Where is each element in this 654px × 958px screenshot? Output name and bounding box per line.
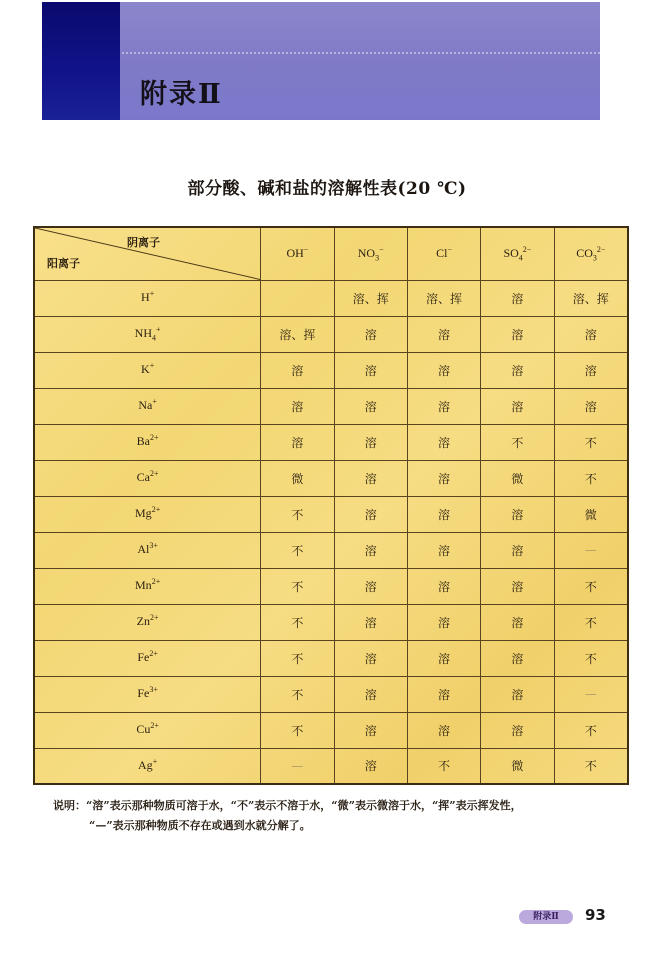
solubility-cell: 溶: [554, 352, 628, 388]
solubility-cell: 溶: [481, 352, 554, 388]
corner-header-cell: [34, 227, 261, 280]
solubility-cell: 溶: [407, 532, 480, 568]
solubility-cell: 不: [407, 748, 480, 784]
solubility-cell: 溶、挥: [554, 280, 628, 316]
page-number: 93: [585, 906, 606, 924]
solubility-cell: 不: [261, 640, 334, 676]
anion-axis-label: 阴离子: [127, 236, 160, 249]
anion-header: Cl−: [407, 227, 480, 280]
solubility-cell: 溶: [481, 712, 554, 748]
anion-header: $CO_3^{2-}$: [554, 227, 628, 280]
solubility-cell: 微: [554, 496, 628, 532]
solubility-cell: 溶、挥: [407, 280, 480, 316]
anion-header: OH−: [261, 227, 334, 280]
solubility-cell: 溶: [334, 712, 407, 748]
solubility-cell: 溶: [334, 748, 407, 784]
solubility-cell: —: [261, 748, 334, 784]
solubility-cell: 溶: [334, 424, 407, 460]
table-row: [34, 424, 628, 460]
solubility-cell: 溶: [481, 280, 554, 316]
solubility-cell: 溶: [554, 388, 628, 424]
solubility-cell: 微: [481, 460, 554, 496]
cation-cell: $Ba^{2+}$: [34, 424, 261, 460]
solubility-cell: 溶: [407, 316, 480, 352]
cation-cell: $Al^{3+}$: [34, 532, 261, 568]
table-header-row: [34, 227, 628, 280]
cation-cell: $Mg^{2+}$: [34, 496, 261, 532]
table-row: [34, 532, 628, 568]
solubility-cell: 溶: [407, 424, 480, 460]
table-body: [34, 280, 628, 784]
table-row: [34, 388, 628, 424]
cation-cell: H+: [34, 280, 261, 316]
anion-header: $SO_4^{2-}$: [481, 227, 554, 280]
solubility-cell: 溶、挥: [261, 316, 334, 352]
solubility-cell: 溶: [407, 388, 480, 424]
solubility-cell: 溶: [334, 676, 407, 712]
solubility-cell: 不: [554, 640, 628, 676]
solubility-cell: 不: [481, 424, 554, 460]
table-row: [34, 712, 628, 748]
note-line-2: “—”表示那种物质不存在或遇到水就分解了。: [89, 819, 311, 832]
solubility-cell: 溶: [481, 316, 554, 352]
solubility-cell: 溶: [481, 532, 554, 568]
cation-cell: K+: [34, 352, 261, 388]
solubility-cell: 不: [261, 496, 334, 532]
solubility-cell: 溶: [481, 676, 554, 712]
solubility-cell: 溶: [407, 604, 480, 640]
solubility-cell: 溶: [407, 568, 480, 604]
table-row: [34, 316, 628, 352]
table-row: [34, 352, 628, 388]
appendix-banner: [42, 2, 600, 120]
solubility-cell: 微: [261, 460, 334, 496]
solubility-cell: 溶: [407, 496, 480, 532]
solubility-cell: 溶: [334, 532, 407, 568]
table-row: [34, 676, 628, 712]
solubility-cell: 不: [261, 712, 334, 748]
solubility-cell: 不: [554, 460, 628, 496]
cation-cell: Na+: [34, 388, 261, 424]
table-row: [34, 640, 628, 676]
solubility-table: [33, 226, 629, 785]
solubility-cell: 不: [261, 676, 334, 712]
footer-section-badge: 附录Ⅱ: [519, 910, 573, 924]
solubility-cell: —: [554, 676, 628, 712]
cation-cell: $Ca^{2+}$: [34, 460, 261, 496]
solubility-cell: 溶: [481, 604, 554, 640]
cation-axis-label: 阳离子: [47, 257, 80, 270]
solubility-cell: 溶: [554, 316, 628, 352]
table-row: [34, 496, 628, 532]
solubility-cell: 溶: [407, 640, 480, 676]
solubility-cell: 不: [554, 424, 628, 460]
solubility-cell: 溶: [481, 496, 554, 532]
solubility-cell: 溶: [334, 496, 407, 532]
solubility-cell: 不: [261, 604, 334, 640]
table-row: [34, 280, 628, 316]
table-row: [34, 568, 628, 604]
solubility-cell: 微: [481, 748, 554, 784]
cation-cell: $Zn^{2+}$: [34, 604, 261, 640]
solubility-cell: 溶: [261, 388, 334, 424]
anion-header: $NO_3^-$: [334, 227, 407, 280]
solubility-cell: —: [554, 532, 628, 568]
cation-cell: $Fe^{3+}$: [34, 676, 261, 712]
solubility-cell: 溶、挥: [334, 280, 407, 316]
cation-cell: Ag+: [34, 748, 261, 784]
table-note: [53, 796, 633, 836]
note-line-1: 说明：“溶”表示那种物质可溶于水，“不”表示不溶于水，“微”表示微溶于水，“挥”表示挥发性，: [53, 799, 522, 812]
solubility-cell: 溶: [481, 568, 554, 604]
cation-cell: $Mn^{2+}$: [34, 568, 261, 604]
solubility-cell: 溶: [334, 568, 407, 604]
table-title: 部分酸、碱和盐的溶解性表(20 ℃): [187, 179, 467, 199]
solubility-cell: 不: [554, 604, 628, 640]
cation-cell: $Cu^{2+}$: [34, 712, 261, 748]
solubility-cell: 溶: [407, 712, 480, 748]
solubility-cell: 溶: [334, 604, 407, 640]
table-row: [34, 604, 628, 640]
table-row: [34, 748, 628, 784]
solubility-cell: 溶: [407, 352, 480, 388]
solubility-cell: 不: [554, 712, 628, 748]
solubility-cell: 溶: [407, 676, 480, 712]
solubility-cell: 溶: [481, 388, 554, 424]
solubility-cell: 溶: [481, 640, 554, 676]
table-row: [34, 460, 628, 496]
solubility-cell: 溶: [334, 316, 407, 352]
solubility-cell: 溶: [261, 424, 334, 460]
solubility-cell: 不: [554, 748, 628, 784]
solubility-cell: 不: [261, 568, 334, 604]
solubility-cell: [261, 280, 334, 316]
solubility-cell: 不: [261, 532, 334, 568]
solubility-cell: 溶: [334, 640, 407, 676]
appendix-title: 附录Ⅱ: [140, 79, 223, 110]
solubility-cell: 溶: [334, 388, 407, 424]
solubility-cell: 溶: [407, 460, 480, 496]
solubility-cell: 不: [554, 568, 628, 604]
solubility-cell: 溶: [334, 352, 407, 388]
solubility-cell: 溶: [334, 460, 407, 496]
cation-cell: $Fe^{2+}$: [34, 640, 261, 676]
banner-accent-block: [42, 2, 120, 120]
solubility-cell: 溶: [261, 352, 334, 388]
cation-cell: $NH_4^+$: [34, 316, 261, 352]
banner-dotted-divider: [122, 52, 600, 54]
